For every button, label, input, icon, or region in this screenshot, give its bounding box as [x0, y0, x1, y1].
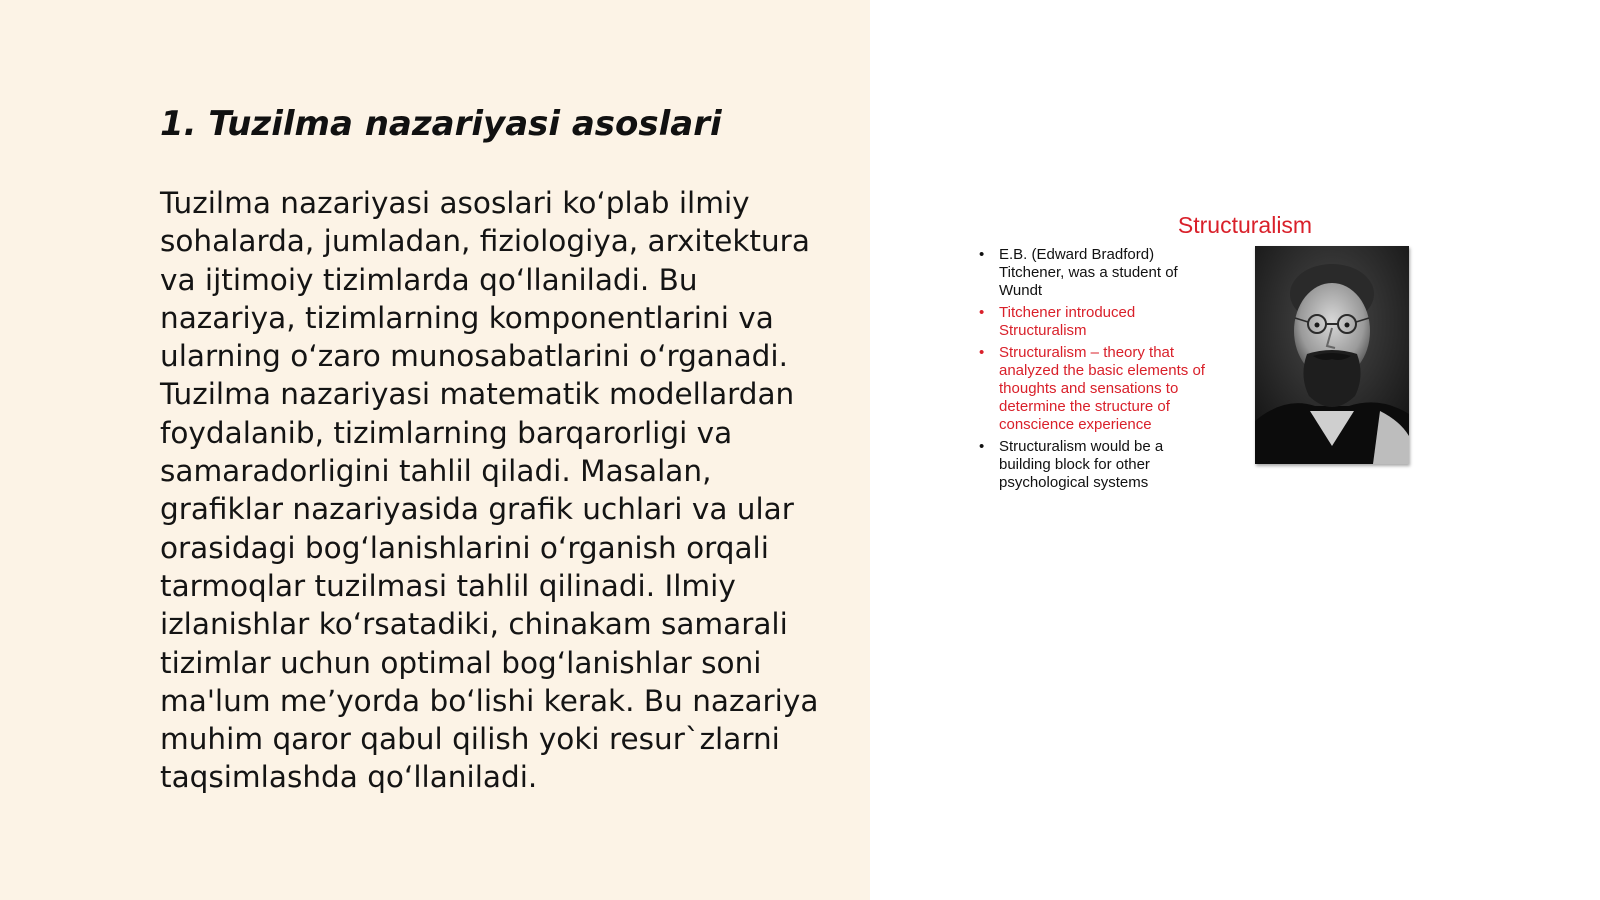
structuralism-figure [965, 200, 1445, 530]
figure-bullet-list [965, 246, 1215, 496]
figure-bullet-text: Structuralism – theory that analyzed the basic elements of thoughts and sensations to determine the structure of conscience experience [999, 344, 1205, 433]
bullet-icon: • [979, 246, 985, 263]
figure-bullet-text: Structuralism would be a building block for other psychological systems [999, 438, 1164, 491]
bullet-icon: • [979, 304, 985, 321]
figure-bullet-item [965, 344, 1215, 434]
bullet-icon: • [979, 344, 985, 361]
figure-bullet-text: Titchener introduced Structuralism [999, 304, 1136, 339]
titchener-portrait-image [1255, 246, 1409, 464]
figure-bullet-item [965, 246, 1215, 300]
figure-title: Structuralism [1177, 212, 1313, 238]
figure-bullet-item [965, 438, 1215, 492]
figure-bullet-item [965, 304, 1215, 340]
slide-title: 1. Tuzilma nazariyasi asoslari [160, 104, 722, 144]
slide-body-text: Tuzilma nazariyasi asoslari ko‘plab ilmiy sohalarda, jumladan, fiziologiya, arxitektura va ijtimoiy tizimlarda qo‘llaniladi. Bu nazariya, tizimlarning komponentlarini va ularning o‘zaro munosabatlarini o‘rganadi. Tuzilma nazariyasi matematik modellardan foydalanib, tizimlarning barqarorligi va samaradorligini tahlil qiladi. Masalan, grafiklar nazariyasida grafik uchlari va ular orasidagi bog‘lanishlarini o‘rganish orqali tarmoqlar tuzilmasi tahlil qilinadi. Ilmiy izlanishlar ko‘rsatadiki, chinakam samarali tizimlar uchun optimal bog‘lanishlar soni ma'lum me’yorda bo‘lishi kerak. Bu nazariya muhim qaror qabul qilish yoki resur`zlarni taqsimlashda qo‘llaniladi. [160, 186, 819, 795]
bullet-icon: • [979, 438, 985, 455]
figure-bullet-text: E.B. (Edward Bradford) Titchener, was a student of Wundt [999, 246, 1178, 299]
